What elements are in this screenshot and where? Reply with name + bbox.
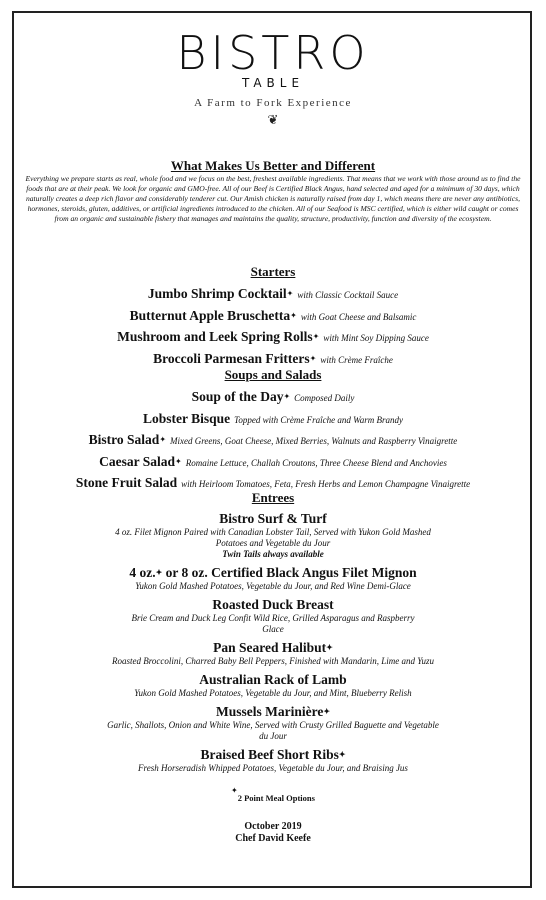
item-desc: with Crème Fraîche [320,354,393,365]
star-icon: ✦ [338,750,346,759]
item-desc: with Mint Soy Dipping Sauce [323,333,429,343]
entrees-heading: Entrees [251,490,295,505]
menu-item [0,452,546,474]
menu-item [0,327,546,349]
entree-desc: Fresh Horseradish Whipped Potatoes, Vegetable du Jour, and Braising Jus [138,763,408,773]
intro-section [0,158,546,224]
menu-item [0,284,546,306]
entree-name-part: Mussels Marinière [215,704,324,719]
item-name: Caesar Salad [99,453,176,469]
menu-item [0,409,546,431]
entree-name: Australian Rack of Lamb [199,672,347,687]
entree-desc: Brie Cream and Duck Leg Confit Wild Rice, Grilled Asparagus and Raspberry Glace [131,613,415,634]
star-icon: ✦ [155,568,163,577]
star-icon: ✦ [290,310,297,320]
soups-heading: Soups and Salads [224,367,322,382]
entree-desc: 4 oz. Filet Mignon Paired with Canadian Lobster Tail, Served with Yukon Gold Mashed Potatoes and Vegetable du Jour [115,527,431,548]
entree-name-part: or 8 oz. Certified Black Angus Filet Mignon [162,565,417,580]
item-name: Broccoli Parmesan Fritters [153,350,310,366]
star-icon: ✦ [323,707,331,716]
star-icon: ✦ [286,289,294,298]
item-name: Bistro Salad [88,432,160,447]
item-desc: Mixed Greens, Goat Cheese, Mixed Berries, Walnuts and Raspberry Vinaigrette [170,436,458,446]
footnote-text: 2 Point Meal Options [237,793,315,803]
entree-name: Roasted Duck Breast [212,597,334,612]
item-name: Butternut Apple Bruschetta [129,307,291,323]
logo [0,26,546,128]
entree-desc: Yukon Gold Mashed Potatoes, Vegetable du Jour, and Mint, Blueberry Relish [134,688,412,698]
intro-text: Everything we prepare starts as real, whole food and we focus on the best, freshest available ingredients. That means that we work with those around us to find the foods that are at their peak. We look for organic and GMO-free. All of our Beef is Certified Black Angus, hand selected and aged for a minimum of 30 days, which naturally creates a deep rich flavor and considerably tenderer cut. Our Amish chicken is naturally raised from day 1, which means there are never any antibiotics, hormones, steroids, gluten, additives, or artificial ingredients introduced to the chicken. All of our Seafood is MSC certified, which is either wild caught or comes from an organic and sustainable fishery that manages and maintains the quality, structure, productivity, function and diversity of the ecosystem. [25,174,521,223]
item-desc: with Classic Cocktail Sauce [297,290,399,300]
star-icon: ✦ [175,456,182,466]
star-icon: ✦ [309,353,317,363]
entree-name: Bistro Surf & Turf [219,511,327,526]
item-name: Soup of the Day [191,389,284,404]
entree-name [0,704,546,720]
entree-name [0,565,546,581]
logo-subtitle: TABLE [241,76,305,90]
entrees-section [0,490,546,845]
entree-name [0,640,546,656]
soups-section [0,367,546,495]
star-icon: ✦ [326,643,333,652]
logo-title: BISTRO [176,26,370,80]
menu-item [0,430,546,452]
entree-desc: Roasted Broccolini, Charred Baby Bell Peppers, Finished with Mandarin, Lime and Yuzu [112,656,434,666]
entree-name-part: Pan Seared Halibut [213,640,327,655]
entree-name-part: 4 oz. [129,565,156,580]
item-desc: with Heirloom Tomatoes, Feta, Fresh Herbs and Lemon Champagne Vinaigrette [181,479,471,489]
entree-desc: Garlic, Shallots, Onion and White Wine, Served with Crusty Grilled Baguette and Vegetable du Jour [107,720,439,741]
leaf-icon: ❦ [267,113,279,128]
item-desc: with Goat Cheese and Balsamic [300,311,417,322]
starters-heading: Starters [250,264,296,279]
entree-name-part: Braised Beef Short Ribs [200,747,339,762]
item-desc: Romaine Lettuce, Challah Croutons, Three Cheese Blend and Anchovies [185,457,447,468]
menu-item [0,387,546,409]
footnote [0,786,546,805]
chef-name: Chef David Keefe [235,833,311,844]
entree-desc: Yukon Gold Mashed Potatoes, Vegetable du Jour, and Red Wine Demi-Glace [135,581,411,591]
star-icon: ✦ [159,435,167,444]
item-name: Stone Fruit Salad [75,475,178,490]
item-name: Mushroom and Leek Spring Rolls [117,329,313,344]
item-name: Jumbo Shrimp Cocktail [147,286,287,301]
entree-name [0,747,546,763]
item-desc: Topped with Crème Fraîche and Warm Brandy [234,414,403,425]
menu-item [0,306,546,328]
item-name: Lobster Bisque [143,410,231,426]
starters-section [0,264,546,370]
star-icon: ✦ [231,786,238,795]
star-icon: ✦ [312,332,320,341]
menu-date: October 2019 [244,821,302,832]
entree-note: Twin Tails always available [222,549,324,559]
star-icon: ✦ [283,392,291,401]
logo-tagline: A Farm to Fork Experience [194,97,352,109]
item-desc: Composed Daily [294,393,355,403]
intro-heading: What Makes Us Better and Different [170,158,376,173]
